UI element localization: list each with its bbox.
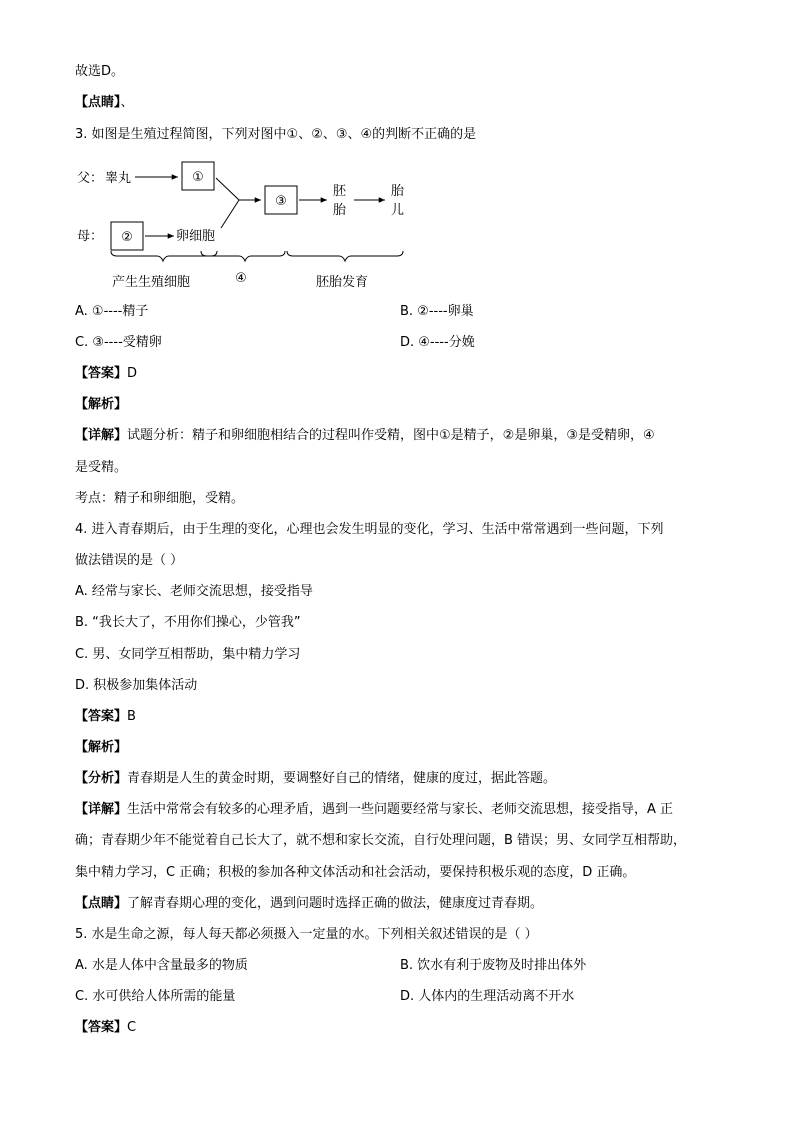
- brace-1-label: 产生生殖细胞: [112, 275, 191, 290]
- fenxi-tag: 【分析】: [75, 771, 128, 786]
- baby-line1: 胎: [391, 184, 405, 199]
- detail-text: 试题分析：精子和卵细胞相结合的过程叫作受精，图中①是精子，②是卵巢，③是受精卵，④: [127, 428, 655, 443]
- q2-choice-line: 故选D。: [75, 64, 125, 79]
- q4-question-line2: 做法错误的是（ ）: [75, 553, 184, 568]
- answer-value: C: [127, 1020, 137, 1035]
- detail-text: 生活中常常会有较多的心理矛盾，遇到一些问题要经常与家长、老师交流思想，接受指导，A 正: [127, 802, 674, 817]
- q4-detail-line1: [75, 800, 673, 820]
- review-text: 了解青春期心理的变化，遇到问题时选择正确的做法，健康度过青春期。: [127, 896, 544, 911]
- father-label: 父：: [77, 171, 104, 186]
- answer-tag: 【答案】: [75, 709, 128, 724]
- fenxi-text: 青春期是人生的黄金时期，要调整好自己的情绪，健康的度过，据此答题。: [127, 771, 557, 786]
- answer-value: D: [127, 366, 138, 381]
- q3-detail-line1: [75, 426, 655, 446]
- q5-option-a: A. 水是人体中含量最多的物质: [75, 958, 248, 973]
- q3-analysis-tag: 【解析】: [75, 397, 128, 412]
- q5-option-b: B. 饮水有利于废物及时排出体外: [400, 958, 587, 973]
- q4-review-line: [75, 894, 543, 914]
- q3-kaodian: 考点：精子和卵细胞，受精。: [75, 491, 245, 506]
- q3-question: 3. 如图是生殖过程简图，下列对图中①、②、③、④的判断不正确的是: [75, 127, 477, 142]
- q4-detail-line2: 确；青春期少年不能觉着自己长大了，就不想和家长交流，自行处理问题，B 错误；男、女同学互相帮助，: [75, 833, 687, 848]
- detail-tag: 【详解】: [75, 802, 128, 817]
- brace-3-label: 胚胎发育: [316, 275, 369, 290]
- answer-value: B: [127, 709, 136, 724]
- box-1-label: ①: [192, 170, 204, 185]
- review-tag: 【点睛】: [75, 896, 128, 911]
- baby-line2: 儿: [391, 203, 405, 218]
- q4-detail-line3: 集中精力学习，C 正确；积极的参加各种文体活动和社会活动，要保持积极乐观的态度，D 正确。: [75, 865, 636, 880]
- answer-tag: 【答案】: [75, 1020, 128, 1035]
- q4-option-b: B. “我长大了，不用你们操心，少管我”: [75, 615, 301, 630]
- embryo-line2: 胎: [333, 203, 347, 218]
- q4-option-c: C. 男、女同学互相帮助，集中精力学习: [75, 647, 301, 662]
- egg-cell-label: 卵细胞: [176, 229, 216, 244]
- detail-tag: 【详解】: [75, 428, 128, 443]
- brace-3: [287, 251, 403, 261]
- review-tag: 【点睛】: [75, 95, 121, 110]
- q2-review-line: [75, 93, 134, 113]
- q4-fenxi-line: [75, 769, 556, 789]
- q3-detail-line2: 是受精。: [75, 460, 128, 475]
- embryo-line1: 胚: [333, 184, 347, 199]
- converge-line-bottom: [221, 200, 239, 228]
- q4-answer-line: [75, 707, 136, 727]
- q5-question: 5. 水是生命之源，每人每天都必须摄入一定量的水。下列相关叙述错误的是（ ）: [75, 927, 538, 942]
- converge-line-top: [216, 178, 239, 200]
- q5-option-d: D. 人体内的生理活动离不开水: [400, 989, 575, 1004]
- box-3-label: ③: [275, 194, 287, 209]
- answer-tag: 【答案】: [75, 366, 128, 381]
- brace-2-label: ④: [235, 271, 247, 286]
- mother-label: 母：: [77, 229, 104, 244]
- review-text: 、: [120, 95, 134, 110]
- reproduction-diagram: [75, 148, 495, 298]
- q3-answer-line: [75, 364, 137, 384]
- q4-question-line1: 4. 进入青春期后，由于生理的变化，心理也会发生明显的变化，学习、生活中常常遇到一些问题，下列: [75, 522, 664, 537]
- q3-option-a: A. ①----精子: [75, 304, 149, 319]
- q3-option-c: C. ③----受精卵: [75, 335, 162, 350]
- q5-answer-line: [75, 1018, 136, 1038]
- box-2-label: ②: [121, 230, 133, 245]
- q5-option-c: C. 水可供给人体所需的能量: [75, 989, 236, 1004]
- brace-2: [201, 251, 285, 261]
- q3-option-d: D. ④----分娩: [400, 335, 475, 350]
- q3-option-b: B. ②----卵巢: [400, 304, 474, 319]
- q4-option-a: A. 经常与家长、老师交流思想，接受指导: [75, 584, 313, 599]
- q4-option-d: D. 积极参加集体活动: [75, 678, 198, 693]
- q4-analysis-tag: 【解析】: [75, 740, 128, 755]
- testis-label: 睾丸: [105, 171, 132, 186]
